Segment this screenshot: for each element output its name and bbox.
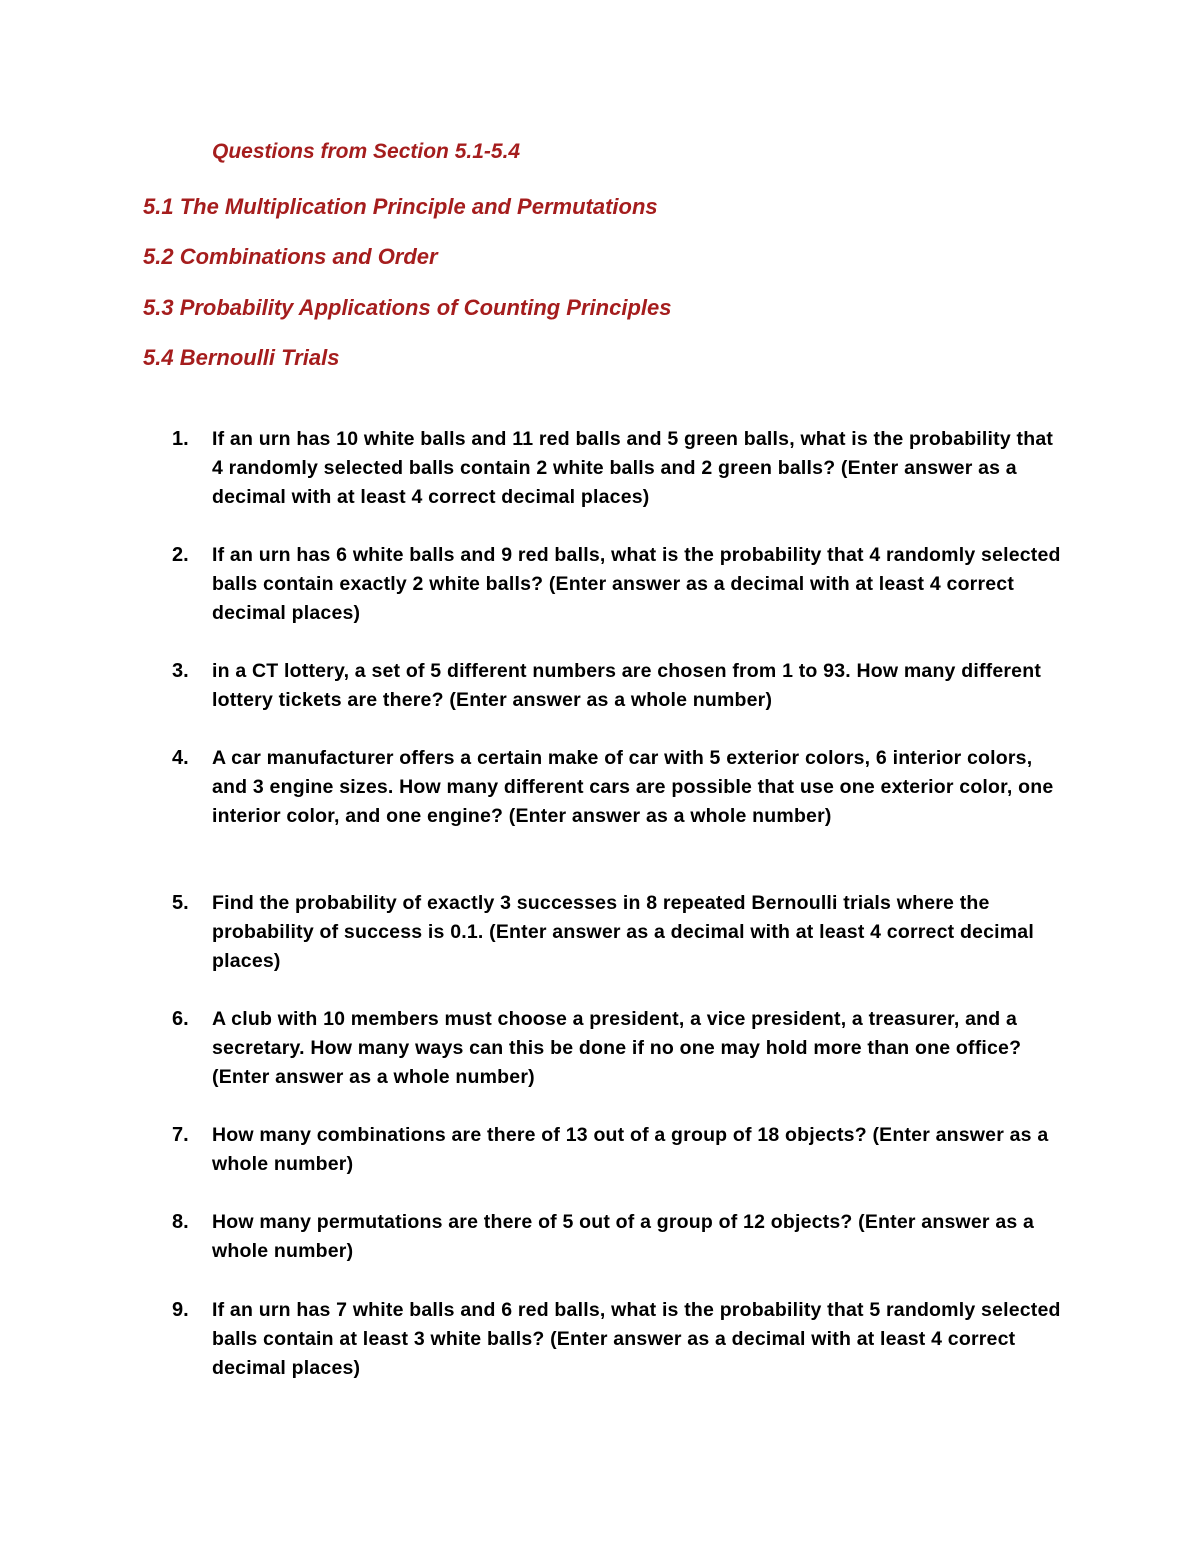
section-heading-5-3: 5.3 Probability Applications of Counting Principles (143, 295, 672, 320)
question-text: A car manufacturer offers a certain make of car with 5 exterior colors, 6 interior colors, and 3 engine sizes. How many different cars are possible that use one exterior color, one interior color, and one engine? (Enter answer as a whole number) (212, 747, 1054, 827)
question-text: Find the probability of exactly 3 successes in 8 repeated Bernoulli trials where the probability of success is 0.1. (Enter answer as a decimal with at least 4 correct decimal places) (212, 892, 1034, 972)
question-number: 1. (172, 428, 189, 450)
section-heading-5-2: 5.2 Combinations and Order (143, 244, 438, 269)
question-text: A club with 10 members must choose a president, a vice president, a treasurer, and a secretary. How many ways can this be done if no one may hold more than one office? (Enter answer as a whole number) (212, 1008, 1022, 1088)
section-heading-5-1: 5.1 The Multiplication Principle and Permutations (143, 194, 658, 219)
question-number: 6. (172, 1008, 189, 1030)
question-number: 4. (172, 747, 189, 769)
question-text: How many combinations are there of 13 out of a group of 18 objects? (Enter answer as a whole number) (212, 1124, 1049, 1175)
question-number: 5. (172, 892, 189, 914)
question-text: If an urn has 6 white balls and 9 red balls, what is the probability that 4 randomly selected balls contain exactly 2 white balls? (Enter answer as a decimal with at least 4 correct decimal places) (212, 544, 1061, 624)
question-text: If an urn has 10 white balls and 11 red balls and 5 green balls, what is the probability that 4 randomly selected balls contain 2 white balls and 2 green balls? (Enter answer as a decimal with at least 4 correct decimal places) (212, 428, 1054, 508)
question-number: 7. (172, 1124, 189, 1146)
question-text: If an urn has 7 white balls and 6 red balls, what is the probability that 5 randomly selected balls contain at least 3 white balls? (Enter answer as a decimal with at least 4 correct decimal places) (212, 1299, 1061, 1379)
question-text: in a CT lottery, a set of 5 different numbers are chosen from 1 to 93. How many different lottery tickets are there? (Enter answer as a whole number) (212, 660, 1042, 711)
question-text: How many permutations are there of 5 out of a group of 12 objects? (Enter answer as a whole number) (212, 1211, 1035, 1262)
question-number: 3. (172, 660, 189, 682)
page-title: Questions from Section 5.1-5.4 (212, 140, 521, 163)
question-number: 2. (172, 544, 189, 566)
question-number: 8. (172, 1211, 189, 1233)
question-number: 9. (172, 1299, 189, 1321)
section-heading-5-4: 5.4 Bernoulli Trials (143, 345, 340, 370)
